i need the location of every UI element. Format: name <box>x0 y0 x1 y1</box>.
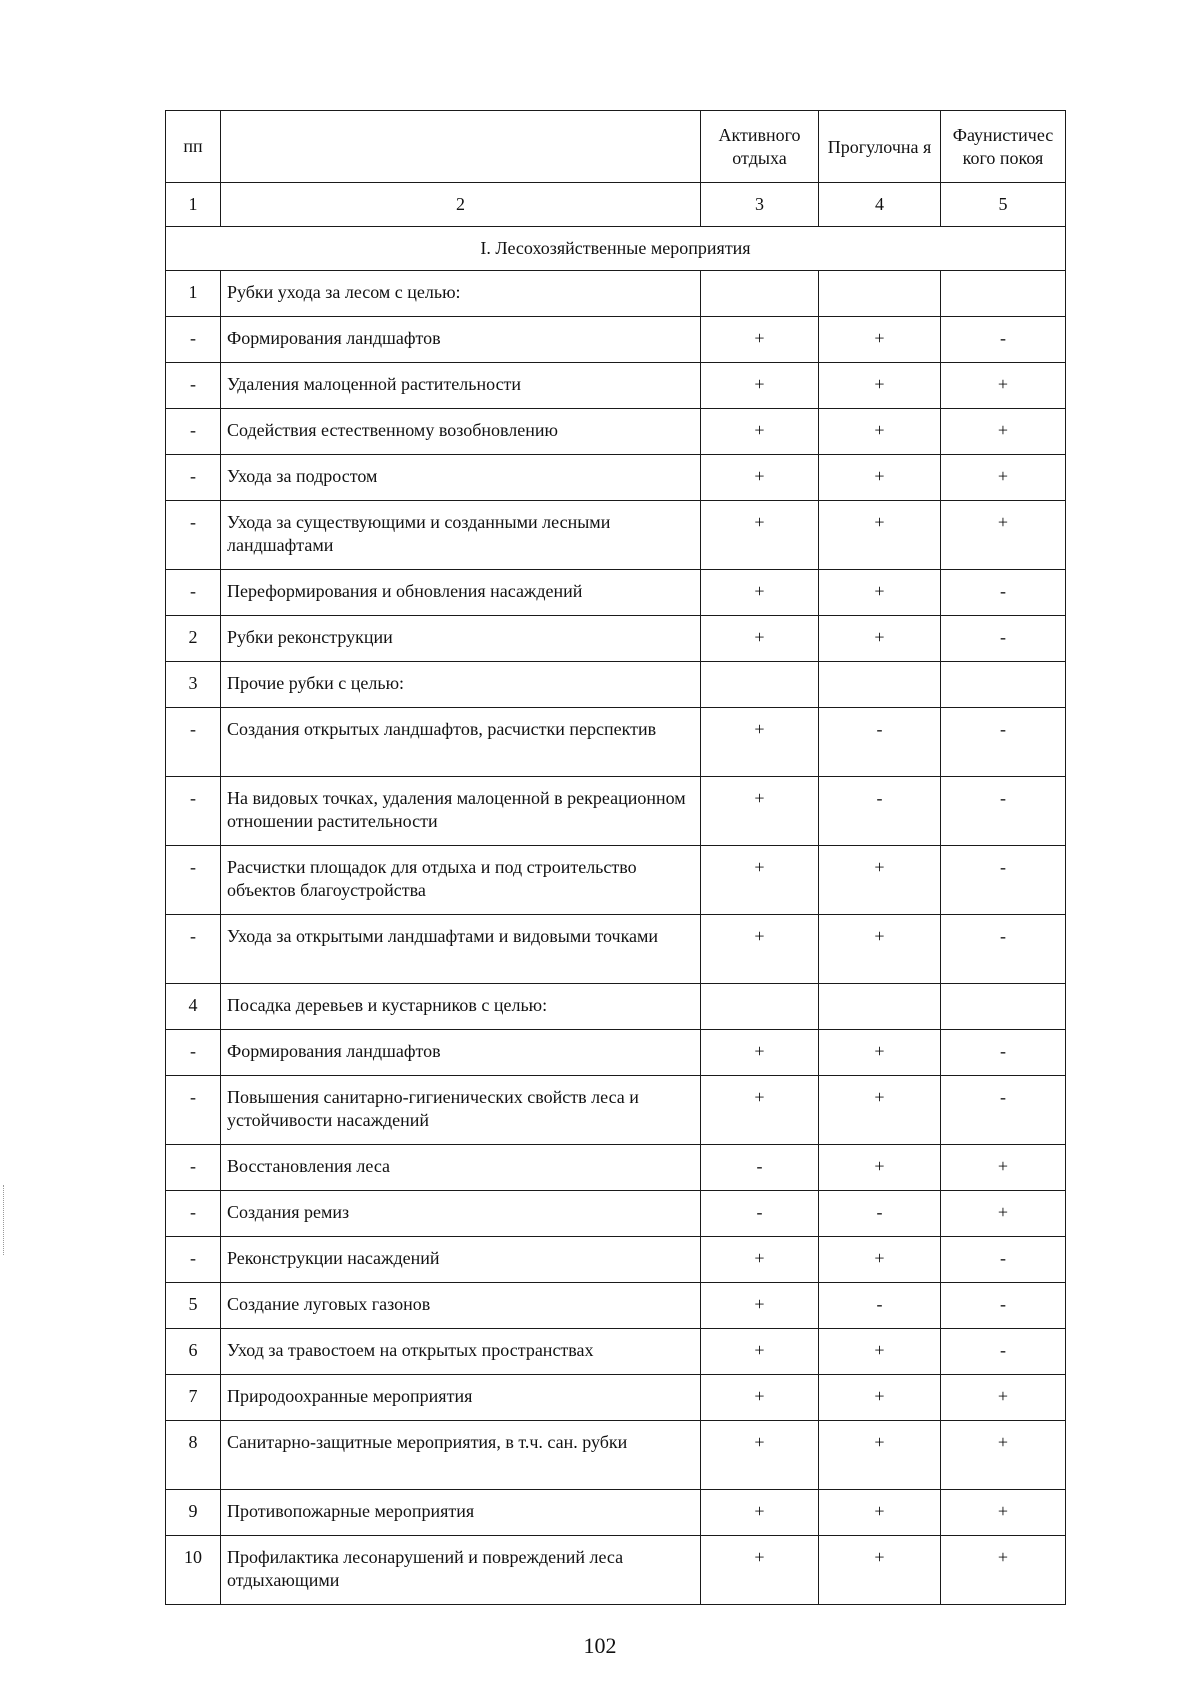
row-measure-name <box>221 409 701 455</box>
row-mark-fauna-rest-text: - <box>1000 788 1006 808</box>
row-mark-fauna-rest-text: + <box>997 512 1009 532</box>
row-mark-active-rest-text: + <box>754 719 765 739</box>
header-name <box>221 111 701 183</box>
row-mark-walking-text: + <box>874 466 885 486</box>
row-mark-fauna-rest-text: - <box>1000 581 1006 601</box>
row-mark-fauna-rest <box>941 1329 1066 1375</box>
table-row <box>166 317 1066 363</box>
row-number <box>166 271 221 317</box>
row-mark-active-rest <box>701 616 819 662</box>
row-mark-active-rest <box>701 1145 819 1191</box>
row-measure-name <box>221 777 701 846</box>
table-row <box>166 1076 1066 1145</box>
row-mark-walking-text: + <box>874 1156 885 1176</box>
row-mark-active-rest-text: + <box>754 926 765 946</box>
row-mark-active-rest-text: + <box>754 374 765 394</box>
row-mark-active-rest <box>701 915 819 984</box>
row-number-text: - <box>190 1202 196 1222</box>
row-mark-fauna-rest-text: + <box>997 1501 1009 1521</box>
row-mark-active-rest-text <box>701 662 818 672</box>
row-measure-name <box>221 915 701 984</box>
row-mark-walking-text: - <box>876 719 883 739</box>
row-mark-active-rest-text: + <box>754 1248 765 1268</box>
row-mark-active-rest-text: + <box>754 512 765 532</box>
row-number <box>166 1237 221 1283</box>
row-number-text: 9 <box>188 1501 198 1521</box>
table-row <box>166 662 1066 708</box>
row-mark-walking-text: + <box>874 1041 885 1061</box>
table-row <box>166 363 1066 409</box>
row-mark-fauna-rest <box>941 1421 1066 1490</box>
row-mark-active-rest-text: + <box>754 328 765 348</box>
table-row <box>166 1421 1066 1490</box>
row-mark-active-rest <box>701 1536 819 1605</box>
row-measure-name <box>221 1490 701 1536</box>
row-mark-walking <box>819 777 941 846</box>
row-number-text: 2 <box>188 627 198 647</box>
row-measure-name <box>221 1283 701 1329</box>
row-number <box>166 1421 221 1490</box>
row-mark-active-rest <box>701 363 819 409</box>
row-mark-active-rest <box>701 1421 819 1490</box>
row-measure-name <box>221 363 701 409</box>
row-mark-walking-text: + <box>874 1248 885 1268</box>
row-mark-walking <box>819 455 941 501</box>
row-measure-name-text: Удаления малоценной растительности <box>227 374 522 394</box>
row-mark-active-rest <box>701 1375 819 1421</box>
column-index: 1 <box>166 183 221 227</box>
row-mark-walking <box>819 501 941 570</box>
row-mark-active-rest-text: + <box>754 1386 765 1406</box>
row-mark-fauna-rest-text: + <box>997 1432 1009 1452</box>
row-measure-name-text: Природоохранные мероприятия <box>227 1386 473 1406</box>
row-mark-active-rest <box>701 501 819 570</box>
row-measure-name <box>221 1329 701 1375</box>
table-row <box>166 915 1066 984</box>
row-mark-fauna-rest-text <box>941 271 1065 281</box>
row-number-text: - <box>190 420 196 440</box>
row-measure-name <box>221 455 701 501</box>
row-number <box>166 1191 221 1237</box>
row-mark-walking-text: + <box>874 1547 885 1567</box>
row-measure-name-text: Ухода за существующими и созданными лесными ландшафтами <box>227 512 611 555</box>
column-index: 4 <box>819 183 941 227</box>
table-row <box>166 570 1066 616</box>
row-measure-name <box>221 1375 701 1421</box>
row-mark-walking <box>819 708 941 777</box>
row-mark-walking <box>819 846 941 915</box>
row-measure-name-text: Формирования ландшафтов <box>227 1041 441 1061</box>
row-mark-walking-text: - <box>876 1202 883 1222</box>
row-mark-active-rest-text: + <box>754 857 765 877</box>
row-mark-active-rest <box>701 662 819 708</box>
column-index: 5 <box>941 183 1066 227</box>
row-number <box>166 1536 221 1605</box>
row-mark-fauna-rest <box>941 1191 1066 1237</box>
row-measure-name <box>221 1536 701 1605</box>
row-mark-active-rest <box>701 777 819 846</box>
row-mark-fauna-rest-text: + <box>997 1547 1009 1567</box>
table-header-row <box>166 111 1066 183</box>
row-mark-walking <box>819 317 941 363</box>
row-number <box>166 409 221 455</box>
row-mark-fauna-rest-text: - <box>1000 1248 1006 1268</box>
row-mark-fauna-rest <box>941 409 1066 455</box>
column-index-row <box>166 183 1066 227</box>
row-measure-name <box>221 662 701 708</box>
table-row <box>166 708 1066 777</box>
row-measure-name-text: Прочие рубки с целью: <box>227 673 405 693</box>
row-mark-active-rest-text: + <box>754 466 765 486</box>
row-mark-walking <box>819 1536 941 1605</box>
row-number-text: 10 <box>184 1547 202 1567</box>
row-mark-fauna-rest <box>941 317 1066 363</box>
row-mark-walking <box>819 915 941 984</box>
row-mark-active-rest-text: - <box>756 1202 763 1222</box>
row-number-text: - <box>190 1156 196 1176</box>
row-number <box>166 501 221 570</box>
row-mark-walking-text: + <box>874 1432 885 1452</box>
row-mark-active-rest <box>701 1237 819 1283</box>
row-measure-name <box>221 708 701 777</box>
header-fauna-rest: Фаунистичес кого покоя <box>941 111 1066 183</box>
table-row <box>166 1283 1066 1329</box>
row-mark-walking-text: + <box>874 420 885 440</box>
table-row <box>166 777 1066 846</box>
row-mark-fauna-rest <box>941 1490 1066 1536</box>
row-measure-name <box>221 846 701 915</box>
row-mark-walking-text: + <box>874 1501 885 1521</box>
row-mark-fauna-rest <box>941 455 1066 501</box>
row-mark-active-rest <box>701 271 819 317</box>
row-number <box>166 662 221 708</box>
row-number <box>166 1030 221 1076</box>
row-number <box>166 570 221 616</box>
row-mark-active-rest-text: + <box>754 1294 765 1314</box>
row-number <box>166 1283 221 1329</box>
row-number-text: 8 <box>188 1432 198 1452</box>
table-row <box>166 616 1066 662</box>
column-index: 2 <box>221 183 701 227</box>
row-mark-walking-text: + <box>874 1386 885 1406</box>
row-number-text: - <box>190 581 196 601</box>
row-mark-walking-text <box>819 984 940 994</box>
row-measure-name-text: Ухода за подростом <box>227 466 378 486</box>
row-mark-fauna-rest-text: - <box>1000 1087 1006 1107</box>
table-row <box>166 1191 1066 1237</box>
row-mark-fauna-rest-text: - <box>1000 1041 1006 1061</box>
row-number-text: 5 <box>188 1294 198 1314</box>
row-number-text: - <box>190 1248 196 1268</box>
row-number-text: 1 <box>188 282 198 302</box>
row-mark-fauna-rest <box>941 570 1066 616</box>
row-mark-active-rest-text: + <box>754 788 765 808</box>
row-measure-name-text: Уход за травостоем на открытых пространствах <box>227 1340 594 1360</box>
row-mark-walking <box>819 616 941 662</box>
row-measure-name-text: Противопожарные мероприятия <box>227 1501 475 1521</box>
row-mark-active-rest <box>701 409 819 455</box>
row-mark-walking <box>819 271 941 317</box>
row-measure-name-text: Рубки реконструкции <box>227 627 393 647</box>
row-mark-fauna-rest <box>941 984 1066 1030</box>
row-mark-walking <box>819 570 941 616</box>
row-mark-active-rest-text <box>701 271 818 281</box>
row-mark-fauna-rest <box>941 1536 1066 1605</box>
row-mark-walking <box>819 1421 941 1490</box>
row-mark-walking-text: + <box>874 328 885 348</box>
row-mark-active-rest-text <box>701 984 818 994</box>
table-row <box>166 1490 1066 1536</box>
row-measure-name-text: Посадка деревьев и кустарников с целью: <box>227 995 548 1015</box>
row-mark-walking <box>819 1030 941 1076</box>
row-mark-active-rest <box>701 1283 819 1329</box>
row-measure-name <box>221 1076 701 1145</box>
measures-table <box>165 110 1066 1605</box>
row-mark-fauna-rest-text: - <box>1000 926 1006 946</box>
row-number <box>166 1076 221 1145</box>
row-mark-walking <box>819 1191 941 1237</box>
row-mark-active-rest-text: + <box>754 1041 765 1061</box>
row-measure-name <box>221 501 701 570</box>
row-measure-name-text: На видовых точках, удаления малоценной в рекреационном отношении растительности <box>227 788 686 831</box>
row-measure-name <box>221 1191 701 1237</box>
row-mark-active-rest <box>701 1329 819 1375</box>
row-mark-walking <box>819 1329 941 1375</box>
row-number <box>166 915 221 984</box>
row-measure-name-text: Санитарно-защитные мероприятия, в т.ч. сан. рубки <box>227 1432 628 1452</box>
row-mark-active-rest-text: + <box>754 581 765 601</box>
row-number-text: 3 <box>188 673 198 693</box>
row-mark-walking-text: - <box>876 1294 883 1314</box>
section-row <box>166 227 1066 271</box>
row-mark-walking <box>819 1076 941 1145</box>
row-mark-fauna-rest-text: - <box>1000 1294 1006 1314</box>
row-mark-fauna-rest-text <box>941 662 1065 672</box>
row-number <box>166 363 221 409</box>
table-row <box>166 409 1066 455</box>
row-mark-active-rest <box>701 1030 819 1076</box>
row-mark-fauna-rest-text: - <box>1000 328 1006 348</box>
row-number <box>166 1329 221 1375</box>
row-mark-walking-text <box>819 271 940 281</box>
row-mark-active-rest <box>701 1076 819 1145</box>
row-mark-fauna-rest <box>941 915 1066 984</box>
row-mark-active-rest <box>701 570 819 616</box>
row-measure-name-text: Создания ремиз <box>227 1202 350 1222</box>
row-number-text: - <box>190 719 196 739</box>
row-measure-name-text: Формирования ландшафтов <box>227 328 441 348</box>
row-number-text: - <box>190 788 196 808</box>
row-mark-walking <box>819 1490 941 1536</box>
row-mark-fauna-rest-text: + <box>997 1202 1009 1222</box>
row-number-text: - <box>190 1041 196 1061</box>
row-number <box>166 1490 221 1536</box>
table-row <box>166 1030 1066 1076</box>
row-number-text: - <box>190 926 196 946</box>
row-mark-active-rest-text: + <box>754 1340 765 1360</box>
row-measure-name-text: Профилактика лесонарушений и повреждений леса отдыхающими <box>227 1547 624 1590</box>
row-measure-name <box>221 1421 701 1490</box>
row-mark-fauna-rest <box>941 1076 1066 1145</box>
row-mark-fauna-rest <box>941 616 1066 662</box>
row-mark-fauna-rest-text: + <box>997 420 1009 440</box>
row-measure-name <box>221 1237 701 1283</box>
row-mark-walking <box>819 363 941 409</box>
row-mark-active-rest-text: - <box>756 1156 763 1176</box>
row-mark-fauna-rest-text: - <box>1000 857 1006 877</box>
column-index: 3 <box>701 183 819 227</box>
row-mark-fauna-rest <box>941 1283 1066 1329</box>
row-number-text: 4 <box>188 995 198 1015</box>
row-mark-active-rest <box>701 984 819 1030</box>
row-mark-walking-text: + <box>874 374 885 394</box>
row-mark-fauna-rest <box>941 846 1066 915</box>
header-number: пп <box>166 111 221 183</box>
row-number-text: - <box>190 512 196 532</box>
row-mark-walking <box>819 1145 941 1191</box>
row-measure-name-text: Реконструкции насаждений <box>227 1248 440 1268</box>
row-number <box>166 317 221 363</box>
row-measure-name <box>221 271 701 317</box>
row-mark-fauna-rest <box>941 1145 1066 1191</box>
row-mark-active-rest <box>701 317 819 363</box>
row-mark-fauna-rest <box>941 708 1066 777</box>
row-mark-fauna-rest-text: + <box>997 1386 1009 1406</box>
row-mark-fauna-rest-text: - <box>1000 719 1006 739</box>
row-measure-name <box>221 317 701 363</box>
row-measure-name-text: Ухода за открытыми ландшафтами и видовыми точками <box>227 926 659 946</box>
row-number <box>166 777 221 846</box>
row-mark-fauna-rest-text: + <box>997 374 1009 394</box>
row-number-text: 7 <box>188 1386 198 1406</box>
section-title: I. Лесохозяйственные мероприятия <box>166 227 1066 271</box>
row-number-text: - <box>190 374 196 394</box>
row-number-text: - <box>190 466 196 486</box>
row-mark-fauna-rest-text: + <box>997 466 1009 486</box>
row-measure-name <box>221 1030 701 1076</box>
row-mark-fauna-rest-text <box>941 984 1065 994</box>
row-mark-fauna-rest <box>941 777 1066 846</box>
row-mark-walking <box>819 1283 941 1329</box>
row-number-text: - <box>190 328 196 348</box>
row-number <box>166 708 221 777</box>
row-number-text: 6 <box>188 1340 198 1360</box>
header-active-rest: Активного отдыха <box>701 111 819 183</box>
table-row <box>166 846 1066 915</box>
row-mark-walking <box>819 662 941 708</box>
row-mark-walking-text: + <box>874 926 885 946</box>
row-mark-walking-text <box>819 662 940 672</box>
header-walking: Прогулочна я <box>819 111 941 183</box>
row-mark-walking-text: + <box>874 857 885 877</box>
row-mark-fauna-rest-text: - <box>1000 1340 1006 1360</box>
row-mark-active-rest <box>701 1191 819 1237</box>
row-mark-walking-text: + <box>874 581 885 601</box>
table-row <box>166 1375 1066 1421</box>
row-measure-name-text: Расчистки площадок для отдыха и под строительство объектов благоустройства <box>227 857 637 900</box>
row-mark-walking <box>819 1237 941 1283</box>
row-mark-walking <box>819 409 941 455</box>
row-measure-name-text: Создания открытых ландшафтов, расчистки перспектив <box>227 719 657 739</box>
row-mark-active-rest-text: + <box>754 1547 765 1567</box>
row-mark-walking-text: + <box>874 512 885 532</box>
row-number-text: - <box>190 857 196 877</box>
table-row <box>166 501 1066 570</box>
row-number <box>166 616 221 662</box>
row-mark-active-rest-text: + <box>754 1432 765 1452</box>
row-measure-name <box>221 984 701 1030</box>
row-mark-walking-text: - <box>876 788 883 808</box>
row-measure-name-text: Повышения санитарно-гигиенических свойств леса и устойчивости насаждений <box>227 1087 639 1130</box>
row-measure-name-text: Создание луговых газонов <box>227 1294 431 1314</box>
row-mark-active-rest <box>701 846 819 915</box>
row-mark-fauna-rest <box>941 271 1066 317</box>
row-mark-walking-text: + <box>874 627 885 647</box>
row-mark-active-rest <box>701 455 819 501</box>
row-mark-walking <box>819 1375 941 1421</box>
row-mark-fauna-rest <box>941 363 1066 409</box>
row-mark-walking-text: + <box>874 1340 885 1360</box>
row-measure-name-text: Содействия естественному возобновлению <box>227 420 558 440</box>
row-mark-active-rest-text: + <box>754 1501 765 1521</box>
row-measure-name <box>221 570 701 616</box>
row-number <box>166 846 221 915</box>
page-number: 102 <box>583 1633 617 1658</box>
row-measure-name <box>221 1145 701 1191</box>
row-mark-fauna-rest <box>941 662 1066 708</box>
row-number <box>166 1145 221 1191</box>
row-mark-active-rest-text: + <box>754 627 765 647</box>
row-number <box>166 455 221 501</box>
row-mark-fauna-rest-text: + <box>997 1156 1009 1176</box>
table-row <box>166 1329 1066 1375</box>
row-measure-name <box>221 616 701 662</box>
margin-mark <box>3 1185 6 1255</box>
row-mark-fauna-rest <box>941 1237 1066 1283</box>
row-number-text: - <box>190 1087 196 1107</box>
table-row <box>166 1536 1066 1605</box>
row-mark-fauna-rest <box>941 1375 1066 1421</box>
row-number <box>166 1375 221 1421</box>
table-row <box>166 984 1066 1030</box>
row-measure-name-text: Рубки ухода за лесом с целью: <box>227 282 461 302</box>
row-mark-active-rest <box>701 708 819 777</box>
row-mark-walking-text: + <box>874 1087 885 1107</box>
table-row <box>166 1237 1066 1283</box>
row-mark-fauna-rest-text: - <box>1000 627 1006 647</box>
table-row <box>166 455 1066 501</box>
table-row <box>166 1145 1066 1191</box>
row-mark-fauna-rest <box>941 1030 1066 1076</box>
table-row <box>166 271 1066 317</box>
row-mark-fauna-rest <box>941 501 1066 570</box>
row-measure-name-text: Восстановления леса <box>227 1156 391 1176</box>
row-mark-active-rest-text: + <box>754 1087 765 1107</box>
row-number <box>166 984 221 1030</box>
row-mark-walking <box>819 984 941 1030</box>
row-mark-active-rest <box>701 1490 819 1536</box>
row-mark-active-rest-text: + <box>754 420 765 440</box>
row-measure-name-text: Переформирования и обновления насаждений <box>227 581 583 601</box>
